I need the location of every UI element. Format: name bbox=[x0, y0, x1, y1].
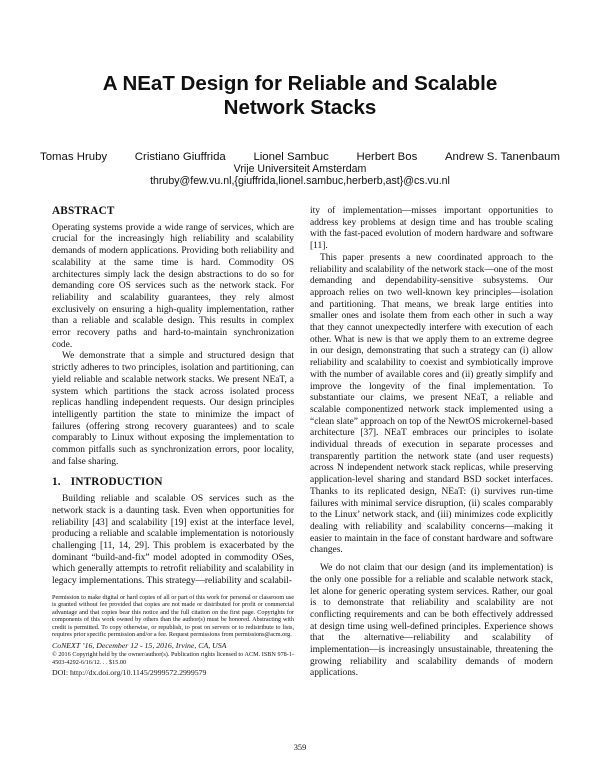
intro-paragraph-1: Building reliable and scalable OS services such as the network stack is a daunting task. Even when opportunities for reliability [43] and scalability [19] exist at the interface level, producing a reliable and scalable implementation is notoriously challenging [11, 14, 29]. This problem is exacerbated by the dominant “build-and-fix” model adopted in commodity OSes, which generally attempts to retrofit reliability and scalability in legacy implementations. This strategy—reliability and scalabil- bbox=[52, 494, 294, 587]
intro-paragraph-2: This paper presents a new coordinated approach to the reliability and scalability of the network stack—one of the most demanding and dependability-sensitive subsystems. Our approach relies on two well-known key principles—isolation and partitioning. That means, we break large entities into smaller ones and isolate them from each other in such a way that they cannot unexpectedly interfere with execution of each other. What is new is that we apply them to an extreme degree in our design, demonstrating that such a strategy can (i) allow reliability and scalability to coexist and symbiotically improve with the number of available cores and (ii) greatly simplify and improve the longevity of the final implementation. To substantiate our claims, we present NEaT, a reliable and scalable componentized network stack implemented using a “clean slate” approach on top of the NewtOS microkernel-based architecture [37]. NEaT embraces our principles to isolate individual threads of execution in separate processes and transparently partition the network state (and user requests) across N independent network stack replicas, while preserving application-level sharing and standard BSD socket interfaces. Thanks to its replicated design, NEaT: (i) survives run-time failures with minimal service disruption, (ii) scales comparably to the Linux’ network stack, and (iii) minimizes code explicitly dealing with reliability and scalability concerns—making it easier to maintain in the face of constant hardware and software changes. bbox=[310, 252, 553, 556]
left-column bbox=[52, 206, 294, 678]
abstract-paragraph-1: Operating systems provide a wide range of services, which are crucial for the increasingly high reliability and scalability demands of modern applications. Providing both reliability and scalability at the same time is hard. Commodity OS architectures simply lack the design abstractions to do so for demanding core OS services such as the network stack. For reliability and scalability guarantees, they rely almost exclusively on ensuring a high-quality implementation, rather than a reliable and scalable design. This results in complex error recovery paths and hard-to-maintain synchronization code. bbox=[52, 222, 294, 350]
affiliation-block bbox=[60, 163, 540, 187]
page-number: 359 bbox=[293, 743, 307, 752]
author-5: Andrew S. Tanenbaum bbox=[444, 151, 560, 163]
copyright-notice: © 2016 Copyright held by the owner/author(s). Publication rights licensed to ACM. ISBN 978-1-4503-4292-6/16/12. . . $15.00 bbox=[52, 651, 294, 666]
author-3: Lionel Sambuc bbox=[253, 151, 329, 163]
doi-link[interactable]: DOI: http://dx.doi.org/10.1145/2999572.2999579 bbox=[52, 668, 207, 678]
intro-section-number: 1. bbox=[52, 476, 61, 489]
intro-paragraph-3: We do not claim that our design (and its implementation) is the only one possible for a reliable and scalable network stack, let alone for generic operating system services. Rather, our goal is to demonstrate that reliability and scalability are not conflicting requirements and can be both effectively addressed at design time using well-defined principles. Experience shows that the alternative—reliability and scalability of implementation—is increasingly unsustainable, threatening the growing reliability and scalability demands of modern applications. bbox=[310, 563, 553, 679]
intro-section-title: INTRODUCTION bbox=[70, 476, 163, 489]
affiliation: Vrije Universiteit Amsterdam bbox=[233, 163, 367, 175]
author-4: Herbert Bos bbox=[356, 151, 418, 163]
conference-info: CoNEXT ’16, December 12 - 15, 2016, Irvine, CA, USA bbox=[52, 640, 227, 650]
title-line-1: A NEaT Design for Reliable and Scalable bbox=[102, 72, 498, 95]
author-2: Cristiano Giuffrida bbox=[134, 151, 226, 163]
right-column bbox=[310, 206, 553, 680]
author-list bbox=[40, 151, 560, 163]
author-1: Tomas Hruby bbox=[40, 151, 108, 163]
abstract-paragraph-2: We demonstrate that a simple and structured design that strictly adheres to two principles, isolation and partitioning, can yield reliable and scalable network stacks. We present NEaT, a system which partitions the stack across isolated process replicas handling independent requests. Our design principles intelligently partition the state to minimize the impact of failures (offering strong recovery guarantees) and to scale comparably to Linux without exposing the implementation to common pitfalls such as synchronization errors, poor locality, and false sharing. bbox=[52, 351, 294, 467]
intro-continuation: ity of implementation—misses important opportunities to address key problems at design time and has trouble scaling with the fast-paced evolution of modern hardware and software [11]. bbox=[310, 206, 553, 252]
intro-heading bbox=[52, 477, 294, 489]
author-emails: thruby@few.vu.nl,{giuffrida,lionel.sambuc,herberb,ast}@cs.vu.nl bbox=[150, 175, 450, 187]
title-line-2: Network Stacks bbox=[223, 96, 377, 119]
paper-title bbox=[60, 72, 540, 120]
abstract-heading: ABSTRACT bbox=[52, 205, 115, 217]
permission-notice: Permission to make digital or hard copies of all or part of this work for personal or classroom use is granted without fee provided that copies are not made or distributed for profit or commercial advantage and that copies bear this notice and the full citation on the first page. Copyrights for components of this work owned by others than the author(s) must be honored. Abstracting with credit is permitted. To copy otherwise, or republish, to post on servers or to redistribute to lists, requires prior specific permission and/or a fee. Request permissions from permissions@acm.org. bbox=[52, 593, 294, 639]
